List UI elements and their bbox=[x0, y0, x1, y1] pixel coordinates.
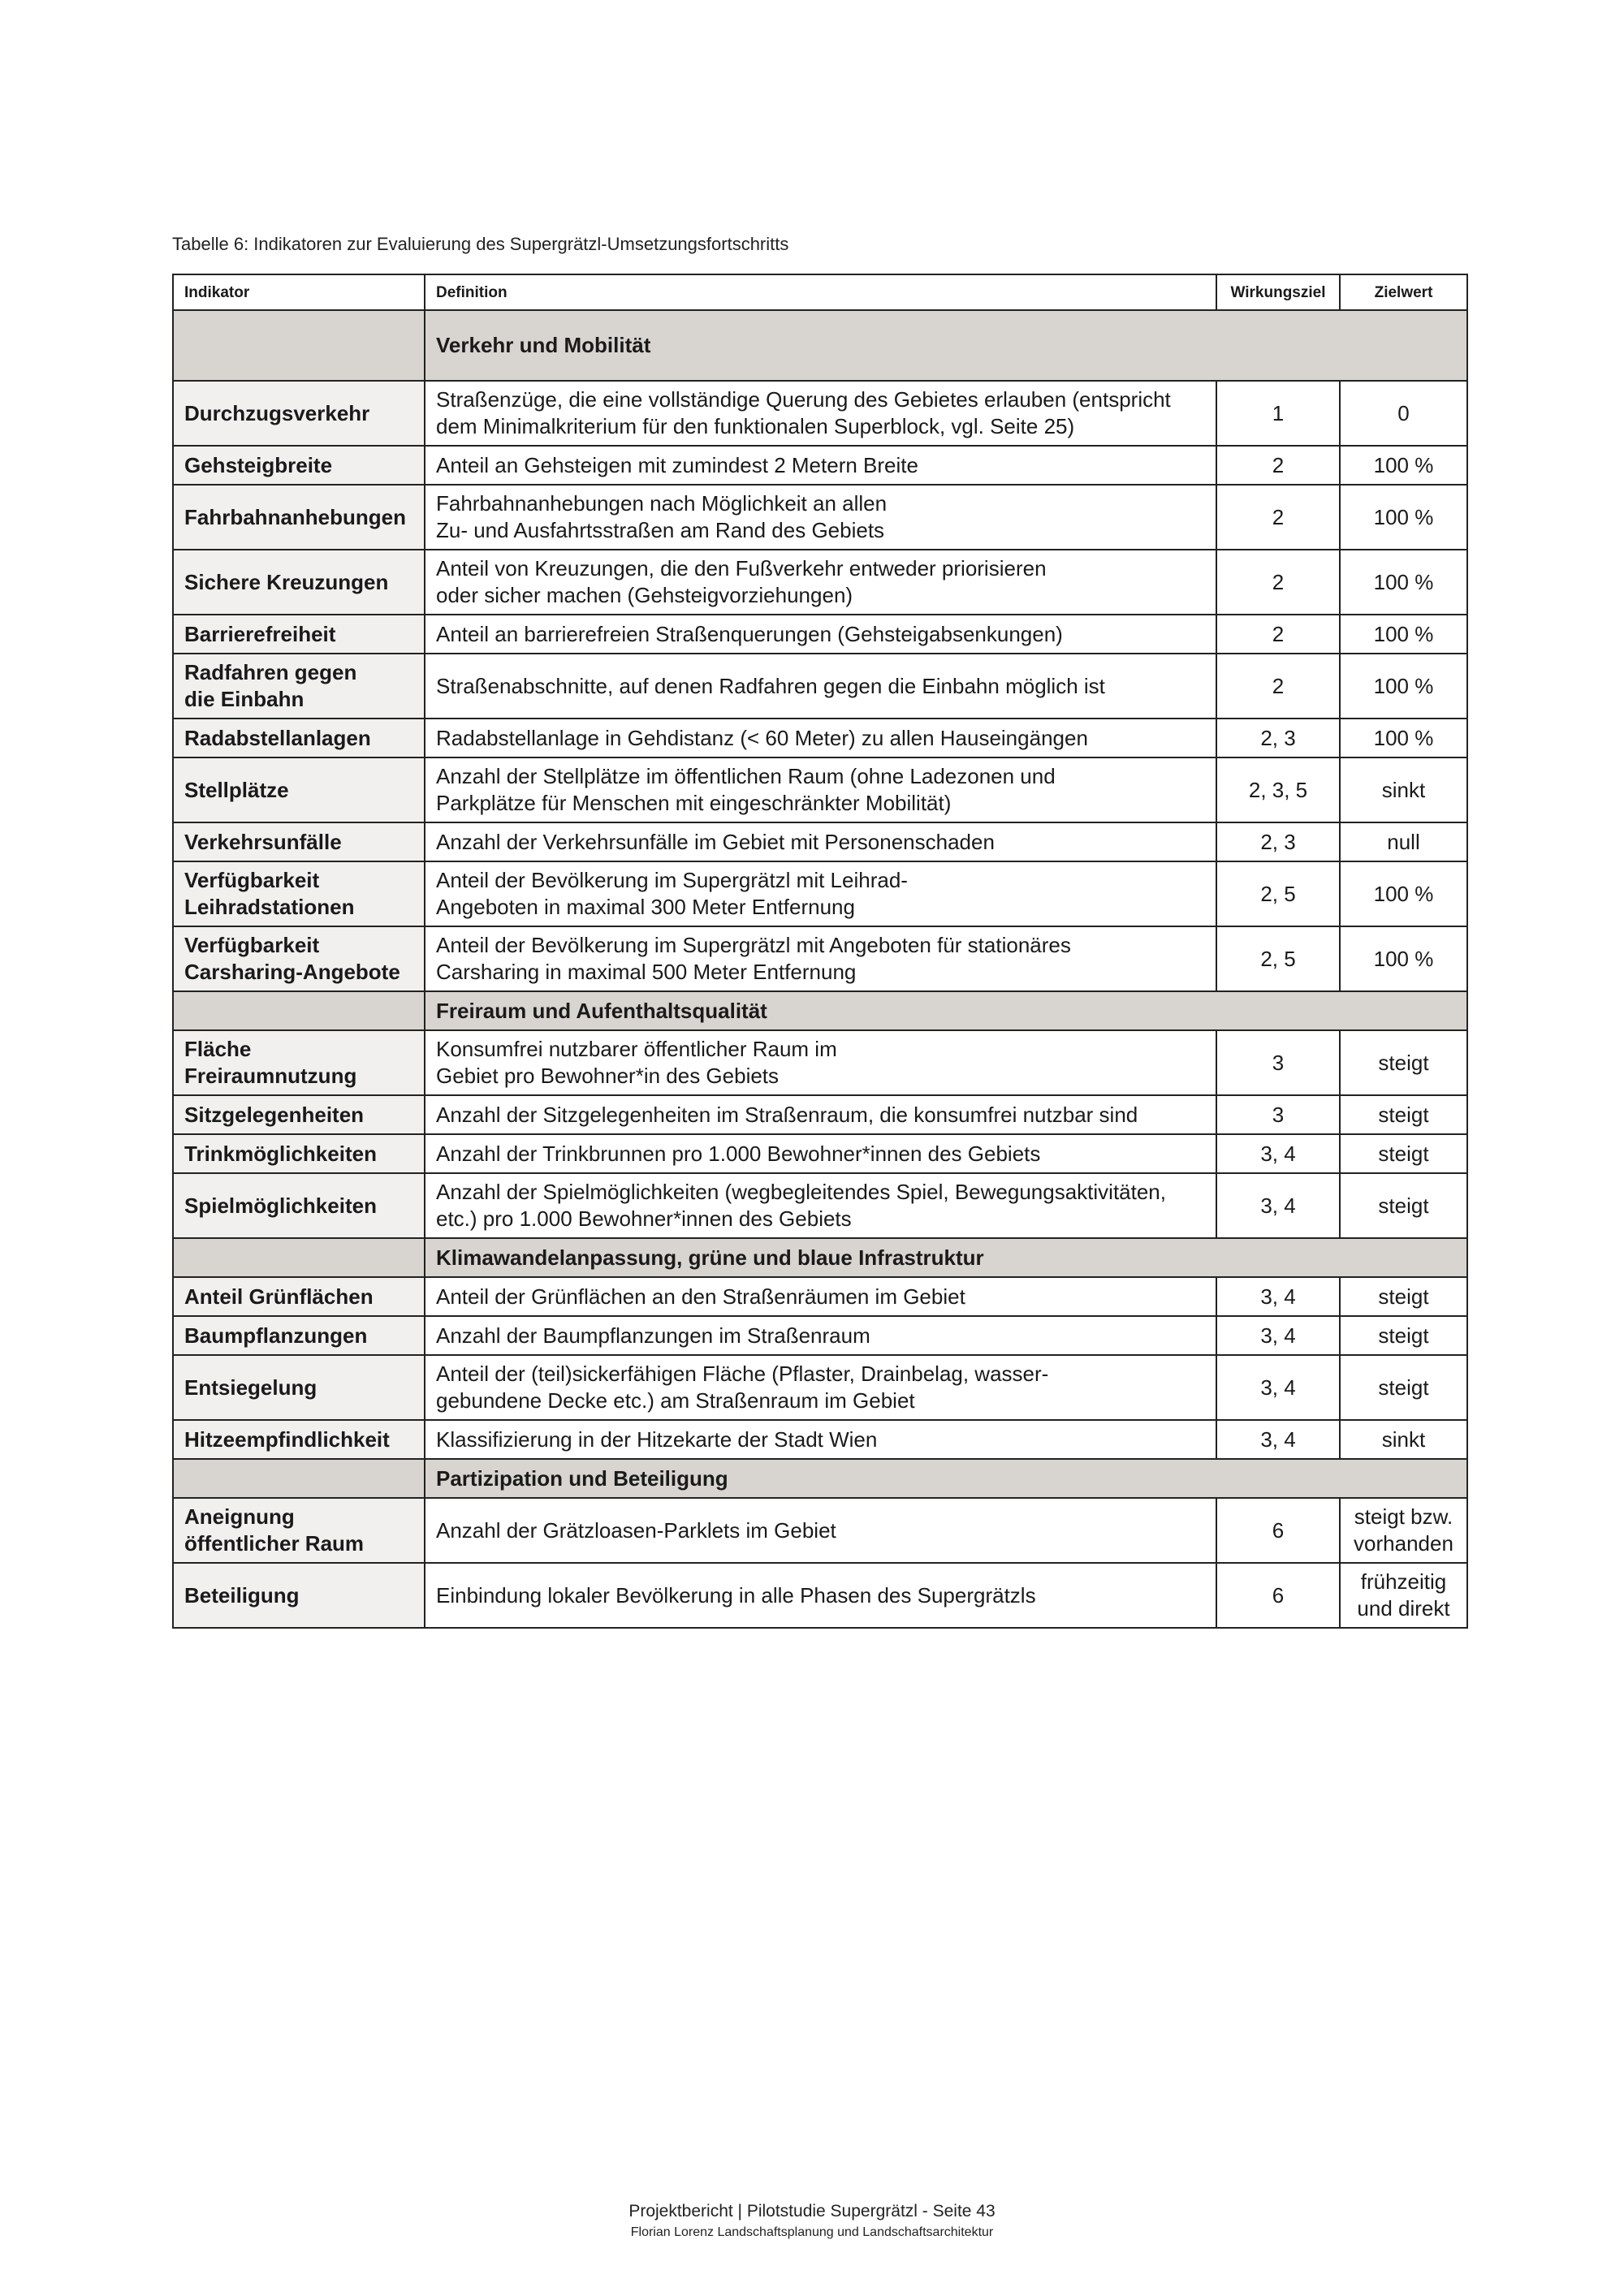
table-row bbox=[173, 1563, 1467, 1628]
zielwert-text: 100 % bbox=[1373, 621, 1434, 646]
section-empty-cell bbox=[173, 991, 425, 1030]
table-header bbox=[173, 274, 1467, 310]
wirkungsziel-cell: 3, 4 bbox=[1216, 1316, 1340, 1355]
indicator-name: Durchzugsverkehr bbox=[184, 400, 370, 425]
definition-cell bbox=[425, 822, 1216, 861]
indicator-name-cell bbox=[173, 1316, 425, 1355]
table-row bbox=[173, 822, 1467, 861]
section-title: Freiraum und Aufenthaltsqualität bbox=[425, 991, 1467, 1030]
zielwert-cell bbox=[1340, 1277, 1467, 1316]
definition-text: Anzahl der Trinkbrunnen pro 1.000 Bewohner*innen des Gebiets bbox=[436, 1141, 1041, 1166]
indicator-name: Aneignung bbox=[184, 1504, 295, 1529]
indicator-name: Barrierefreiheit bbox=[184, 621, 336, 646]
indicator-name-cell bbox=[173, 822, 425, 861]
zielwert-text: steigt bbox=[1378, 1050, 1429, 1075]
definition-cell bbox=[425, 1420, 1216, 1459]
indicator-name: Sitzgelegenheiten bbox=[184, 1102, 365, 1127]
definition-text: Gebiet pro Bewohner*in des Gebiets bbox=[436, 1064, 780, 1088]
definition-text: Anteil an Gehsteigen mit zumindest 2 Metern Breite bbox=[436, 452, 918, 477]
header-definition: Definition bbox=[425, 274, 1216, 310]
definition-text: Fahrbahnanhebungen nach Möglichkeit an allen bbox=[436, 491, 888, 516]
definition-cell bbox=[425, 1355, 1216, 1420]
definition-cell bbox=[425, 550, 1216, 615]
zielwert-text: 100 % bbox=[1373, 946, 1434, 971]
table-row bbox=[173, 485, 1467, 550]
definition-cell bbox=[425, 719, 1216, 757]
wirkungsziel-cell: 2, 3, 5 bbox=[1216, 757, 1340, 822]
definition-text: Anteil an barrierefreien Straßenquerungen (Gehsteigabsenkungen) bbox=[436, 621, 1063, 646]
section-empty-cell bbox=[173, 1459, 425, 1498]
definition-text: Klassifizierung in der Hitzekarte der Stadt Wien bbox=[436, 1426, 878, 1452]
wirkungsziel-cell: 2, 3 bbox=[1216, 719, 1340, 757]
definition-text: etc.) pro 1.000 Bewohner*innen des Gebiets bbox=[436, 1206, 852, 1231]
definition-text: Anzahl der Grätzloasen-Parklets im Gebiet bbox=[436, 1517, 836, 1543]
zielwert-text: 0 bbox=[1397, 400, 1410, 425]
zielwert-text: vorhanden bbox=[1354, 1531, 1453, 1556]
zielwert-text: steigt bbox=[1378, 1102, 1429, 1127]
indicator-name-cell bbox=[173, 757, 425, 822]
zielwert-cell bbox=[1340, 1420, 1467, 1459]
indicator-name-cell bbox=[173, 381, 425, 446]
wirkungsziel-cell: 2 bbox=[1216, 550, 1340, 615]
zielwert-text: steigt bbox=[1378, 1193, 1429, 1218]
zielwert-cell bbox=[1340, 1095, 1467, 1134]
indicator-table bbox=[172, 274, 1468, 1629]
definition-cell bbox=[425, 1498, 1216, 1563]
footer-project-line: Projektbericht | Pilotstudie Supergrätzl - Seite 43 bbox=[628, 2202, 996, 2220]
section-row bbox=[173, 1459, 1467, 1498]
indicator-name-cell bbox=[173, 654, 425, 719]
table-row bbox=[173, 1030, 1467, 1095]
table-row bbox=[173, 654, 1467, 719]
wirkungsziel-cell: 3, 4 bbox=[1216, 1277, 1340, 1316]
wirkungsziel-cell: 2 bbox=[1216, 485, 1340, 550]
table-row bbox=[173, 926, 1467, 991]
definition-text: Straßenabschnitte, auf denen Radfahren gegen die Einbahn möglich ist bbox=[436, 673, 1105, 698]
definition-cell bbox=[425, 1134, 1216, 1173]
indicator-name: die Einbahn bbox=[184, 687, 304, 711]
zielwert-cell bbox=[1340, 1355, 1467, 1420]
table-row bbox=[173, 615, 1467, 654]
definition-cell bbox=[425, 1173, 1216, 1238]
definition-text: Anteil der (teil)sickerfähigen Fläche (Pflaster, Drainbelag, wasser- bbox=[436, 1362, 1049, 1386]
indicator-name-cell bbox=[173, 1134, 425, 1173]
definition-text: Anzahl der Verkehrsunfälle im Gebiet mit Personenschaden bbox=[436, 829, 995, 854]
definition-text: Straßenzüge, die eine vollständige Querung des Gebietes erlauben (entspricht bbox=[436, 387, 1171, 412]
definition-text: Anteil der Bevölkerung im Supergrätzl mit Leihrad- bbox=[436, 868, 908, 892]
indicator-name: öffentlicher Raum bbox=[184, 1531, 365, 1556]
wirkungsziel-cell: 3, 4 bbox=[1216, 1173, 1340, 1238]
zielwert-cell bbox=[1340, 1030, 1467, 1095]
section-empty-cell bbox=[173, 310, 425, 381]
zielwert-text: 100 % bbox=[1373, 673, 1434, 698]
table-row bbox=[173, 757, 1467, 822]
zielwert-text: null bbox=[1387, 829, 1420, 854]
zielwert-text: 100 % bbox=[1373, 725, 1434, 750]
indicator-name-cell bbox=[173, 550, 425, 615]
indicator-name: Radfahren gegen bbox=[184, 660, 357, 684]
indicator-name: Beteiligung bbox=[184, 1582, 300, 1608]
definition-text: Einbindung lokaler Bevölkerung in alle Phasen des Supergrätzls bbox=[436, 1582, 1036, 1608]
wirkungsziel-cell: 2 bbox=[1216, 654, 1340, 719]
table-row bbox=[173, 1277, 1467, 1316]
section-empty-cell bbox=[173, 1238, 425, 1277]
indicator-name: Trinkmöglichkeiten bbox=[184, 1141, 377, 1166]
definition-text: Parkplätze für Menschen mit eingeschränkter Mobilität) bbox=[436, 791, 952, 815]
definition-cell bbox=[425, 615, 1216, 654]
zielwert-text: und direkt bbox=[1357, 1596, 1450, 1621]
table-body bbox=[173, 310, 1467, 1628]
zielwert-cell bbox=[1340, 1563, 1467, 1628]
zielwert-cell bbox=[1340, 926, 1467, 991]
indicator-name-cell bbox=[173, 861, 425, 926]
indicator-name-cell bbox=[173, 1498, 425, 1563]
indicator-name: Entsiegelung bbox=[184, 1375, 317, 1400]
zielwert-cell bbox=[1340, 615, 1467, 654]
zielwert-text: 100 % bbox=[1373, 504, 1434, 529]
indicator-name: Baumpflanzungen bbox=[184, 1323, 368, 1348]
indicator-name: Spielmöglichkeiten bbox=[184, 1193, 377, 1218]
section-row bbox=[173, 991, 1467, 1030]
definition-text: gebundene Decke etc.) am Straßenraum im Gebiet bbox=[436, 1388, 915, 1413]
zielwert-cell bbox=[1340, 822, 1467, 861]
indicator-name: Fahrbahnanhebungen bbox=[184, 504, 406, 529]
table-row bbox=[173, 550, 1467, 615]
zielwert-text: steigt bbox=[1378, 1323, 1429, 1348]
indicator-name: Fläche bbox=[184, 1037, 252, 1061]
indicator-name: Stellplätze bbox=[184, 777, 289, 802]
definition-text: Anzahl der Stellplätze im öffentlichen Raum (ohne Ladezonen und bbox=[436, 764, 1056, 788]
zielwert-text: 100 % bbox=[1373, 452, 1434, 477]
definition-cell bbox=[425, 485, 1216, 550]
table-row bbox=[173, 1420, 1467, 1459]
definition-text: Carsharing in maximal 500 Meter Entfernung bbox=[436, 960, 857, 984]
zielwert-cell bbox=[1340, 1134, 1467, 1173]
table-row bbox=[173, 1355, 1467, 1420]
section-row bbox=[173, 310, 1467, 381]
definition-text: Anzahl der Sitzgelegenheiten im Straßenraum, die konsumfrei nutzbar sind bbox=[436, 1102, 1138, 1127]
indicator-name-cell bbox=[173, 615, 425, 654]
wirkungsziel-cell: 6 bbox=[1216, 1563, 1340, 1628]
definition-text: Anteil der Bevölkerung im Supergrätzl mit Angeboten für stationäres bbox=[436, 933, 1071, 957]
table-caption: Tabelle 6: Indikatoren zur Evaluierung des Supergrätzl-Umsetzungsfortschritts bbox=[172, 234, 789, 254]
indicator-name-cell bbox=[173, 446, 425, 485]
table-row bbox=[173, 1173, 1467, 1238]
zielwert-cell bbox=[1340, 550, 1467, 615]
definition-cell bbox=[425, 926, 1216, 991]
wirkungsziel-cell: 3 bbox=[1216, 1030, 1340, 1095]
definition-text: Anzahl der Baumpflanzungen im Straßenraum bbox=[436, 1323, 870, 1348]
indicator-name: Anteil Grünflächen bbox=[184, 1284, 374, 1309]
indicator-name: Sichere Kreuzungen bbox=[184, 569, 389, 594]
zielwert-cell bbox=[1340, 1173, 1467, 1238]
indicator-name-cell bbox=[173, 1355, 425, 1420]
zielwert-cell bbox=[1340, 719, 1467, 757]
table-row bbox=[173, 861, 1467, 926]
header-wirkungsziel: Wirkungsziel bbox=[1216, 274, 1340, 310]
zielwert-text: sinkt bbox=[1381, 1426, 1426, 1452]
table-row bbox=[173, 1498, 1467, 1563]
wirkungsziel-cell: 2, 3 bbox=[1216, 822, 1340, 861]
zielwert-cell bbox=[1340, 654, 1467, 719]
zielwert-cell bbox=[1340, 757, 1467, 822]
indicator-name: Carsharing-Angebote bbox=[184, 960, 400, 984]
indicator-name: Hitzeempfindlichkeit bbox=[184, 1426, 390, 1452]
table-row bbox=[173, 1316, 1467, 1355]
section-title: Klimawandelanpassung, grüne und blaue Infrastruktur bbox=[425, 1238, 1467, 1277]
indicator-name-cell bbox=[173, 1563, 425, 1628]
definition-cell bbox=[425, 1316, 1216, 1355]
indicator-name: Gehsteigbreite bbox=[184, 452, 333, 477]
indicator-name-cell bbox=[173, 1420, 425, 1459]
indicator-name-cell bbox=[173, 926, 425, 991]
header-indikator: Indikator bbox=[173, 274, 425, 310]
zielwert-cell bbox=[1340, 1498, 1467, 1563]
definition-text: Radabstellanlage in Gehdistanz (< 60 Meter) zu allen Hauseingängen bbox=[436, 725, 1088, 750]
definition-cell bbox=[425, 757, 1216, 822]
definition-text: Anteil von Kreuzungen, die den Fußverkehr entweder priorisieren bbox=[436, 556, 1047, 580]
indicator-name: Verfügbarkeit bbox=[184, 933, 320, 957]
wirkungsziel-cell: 2 bbox=[1216, 615, 1340, 654]
table-row bbox=[173, 446, 1467, 485]
indicator-name-cell bbox=[173, 1173, 425, 1238]
zielwert-text: steigt bbox=[1378, 1284, 1429, 1309]
definition-text: dem Minimalkriterium für den funktionalen Superblock, vgl. Seite 25) bbox=[436, 414, 1075, 438]
zielwert-text: steigt bzw. bbox=[1354, 1504, 1453, 1529]
wirkungsziel-cell: 3, 4 bbox=[1216, 1420, 1340, 1459]
wirkungsziel-cell: 3 bbox=[1216, 1095, 1340, 1134]
zielwert-text: steigt bbox=[1378, 1375, 1429, 1400]
definition-text: Anteil der Grünflächen an den Straßenräumen im Gebiet bbox=[436, 1284, 965, 1309]
wirkungsziel-cell: 3, 4 bbox=[1216, 1355, 1340, 1420]
definition-cell bbox=[425, 1563, 1216, 1628]
definition-cell bbox=[425, 446, 1216, 485]
zielwert-cell bbox=[1340, 446, 1467, 485]
definition-cell bbox=[425, 1277, 1216, 1316]
table-row bbox=[173, 1095, 1467, 1134]
table-row bbox=[173, 1134, 1467, 1173]
wirkungsziel-cell: 3, 4 bbox=[1216, 1134, 1340, 1173]
wirkungsziel-cell: 2, 5 bbox=[1216, 861, 1340, 926]
indicator-name-cell bbox=[173, 1277, 425, 1316]
zielwert-cell bbox=[1340, 1316, 1467, 1355]
indicator-name-cell bbox=[173, 485, 425, 550]
section-title: Verkehr und Mobilität bbox=[425, 310, 1467, 381]
definition-cell bbox=[425, 381, 1216, 446]
zielwert-text: 100 % bbox=[1373, 569, 1434, 594]
definition-cell bbox=[425, 1030, 1216, 1095]
definition-text: Konsumfrei nutzbarer öffentlicher Raum im bbox=[436, 1037, 837, 1061]
zielwert-text: sinkt bbox=[1381, 777, 1426, 802]
definition-text: oder sicher machen (Gehsteigvorziehungen) bbox=[436, 583, 853, 607]
indicator-name: Radabstellanlagen bbox=[184, 725, 371, 750]
page-footer bbox=[0, 2202, 1624, 2240]
wirkungsziel-cell: 1 bbox=[1216, 381, 1340, 446]
definition-text: Anzahl der Spielmöglichkeiten (wegbegleitendes Spiel, Bewegungsaktivitäten, bbox=[436, 1180, 1166, 1204]
table-row bbox=[173, 381, 1467, 446]
indicator-name-cell bbox=[173, 1030, 425, 1095]
zielwert-cell bbox=[1340, 861, 1467, 926]
header-zielwert: Zielwert bbox=[1340, 274, 1467, 310]
footer-author-line: Florian Lorenz Landschaftsplanung und Landschaftsarchitektur bbox=[630, 2225, 994, 2239]
section-row bbox=[173, 1238, 1467, 1277]
wirkungsziel-cell: 2, 5 bbox=[1216, 926, 1340, 991]
definition-cell bbox=[425, 861, 1216, 926]
section-title: Partizipation und Beteiligung bbox=[425, 1459, 1467, 1498]
zielwert-text: 100 % bbox=[1373, 881, 1434, 906]
definition-text: Zu- und Ausfahrtsstraßen am Rand des Gebiets bbox=[436, 518, 885, 542]
indicator-name-cell bbox=[173, 1095, 425, 1134]
wirkungsziel-cell: 6 bbox=[1216, 1498, 1340, 1563]
indicator-name: Freiraumnutzung bbox=[184, 1064, 357, 1088]
zielwert-cell bbox=[1340, 381, 1467, 446]
zielwert-text: frühzeitig bbox=[1360, 1569, 1447, 1594]
zielwert-cell bbox=[1340, 485, 1467, 550]
indicator-name: Leihradstationen bbox=[184, 895, 355, 919]
definition-cell bbox=[425, 1095, 1216, 1134]
indicator-name: Verfügbarkeit bbox=[184, 868, 320, 892]
table-row bbox=[173, 719, 1467, 757]
indicator-name-cell bbox=[173, 719, 425, 757]
definition-text: Angeboten in maximal 300 Meter Entfernung bbox=[436, 895, 855, 919]
wirkungsziel-cell: 2 bbox=[1216, 446, 1340, 485]
indicator-name: Verkehrsunfälle bbox=[184, 829, 342, 854]
zielwert-text: steigt bbox=[1378, 1141, 1429, 1166]
definition-cell bbox=[425, 654, 1216, 719]
